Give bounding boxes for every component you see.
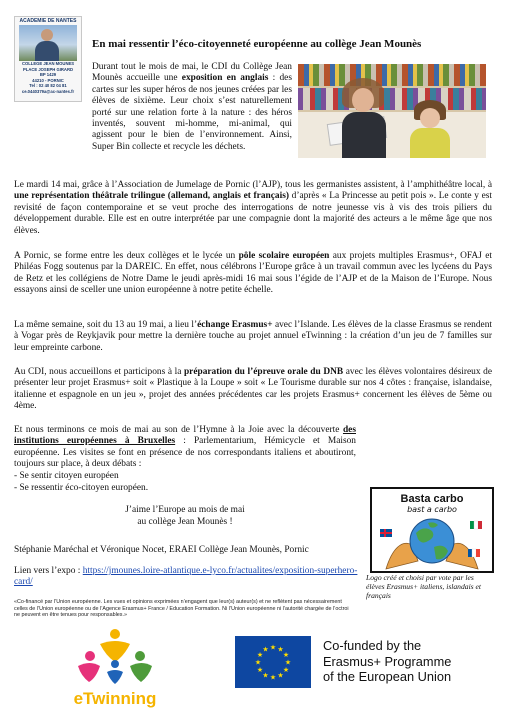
svg-text:bast a carbo: bast a carbo xyxy=(407,505,457,514)
etwinning-logo xyxy=(60,626,170,710)
paragraph-theatre: Le mardi 14 mai, grâce à l’Association de Jumelage de Pornic (l’AJP), tous les germanistes assistent, à l’amphithéâtre local, à une représentation théâtrale trilingue (allemand, anglais et français) d’après « La Princesse au petit pois ». Le conte y est revisité de façon contemporaine et se veut proche des interrogations de notre jeunesse vis à vis des trois piliers du développement durable. Elle est en outre interprétée par une compagnie dont la majorité des acteurs a le même âge que nos élèves. xyxy=(14,180,492,236)
school-logo-card xyxy=(14,16,82,102)
paragraph-bruxelles: Et nous terminons ce mois de mai au son de l’Hymne à la Joie avec la découverte des institutions européennes à Bruxelles : Parlementarium, Hémicycle et Maison européenne. Les visites se font en présence de nos correspondants italiens et aboutiront, toujours sur place, à deux débats : xyxy=(14,425,356,470)
principal-photo xyxy=(19,25,77,61)
eu-disclaimer: «Co-financé par l’Union européenne. Les vues et opinions exprimées n’engagent que leur(s) auteur(s) et ne reflètent pas nécessairement celles de l’Union européenne ou de l’Agence Erasmus+ France / Education Formation. Ni l’Union européenne ni l’autorité chargée de l’octroi ne peuvent en être tenues pour responsables.» xyxy=(14,599,349,619)
eu-star: ★ xyxy=(282,666,290,674)
eu-star: ★ xyxy=(269,673,277,682)
logo-caption: Logo créé et choisi par vote par les élèves Erasmus+ italiens, islandais et français xyxy=(366,573,482,600)
eu-star: ★ xyxy=(282,651,290,659)
closing-line: au collège Jean Mounès ! xyxy=(137,517,233,527)
eu-star: ★ xyxy=(277,645,284,654)
eu-star: ★ xyxy=(262,645,269,654)
expo-link-line: Lien vers l’expo : https://jmounes.loire-atlantique.e-lyco.fr/actualites/exposition-superhero-card/ xyxy=(14,566,358,588)
expo-link[interactable]: https://jmounes.loire-atlantique.e-lyco.fr/actualites/exposition-superhero-card/ xyxy=(14,566,358,588)
eu-star: ★ xyxy=(284,658,292,667)
school-address: COLLEGE JEAN MOUNES PLACE JOSEPH GIRARD BP 1429 44210 - PORNIC Tel : 02 40 82 04 81 ce.0440379a@ac-nantes.fr xyxy=(21,61,75,94)
closing-line: J’aime l’Europe au mois de mai xyxy=(125,505,245,515)
library-photo xyxy=(298,64,486,158)
eu-star: ★ xyxy=(269,643,277,652)
paragraph-pole-europeen: A Pornic, se forme entre les deux collèges et le lycée un pôle scolaire européen aux projets multiples Erasmus+, OFAJ et Philéas Fogg soutenus par la DAREIC. En effet, nous célébrons l’Europe grâce à un travail commun avec les lycéens du Pays de Retz et les collégiens de Notre Dame le jeudi après-midi 16 mai sous l’égide de l’AJP et de la Maison de l’Europe. Nous essayons ainsi de sceller une union européenne à notre petite échelle. xyxy=(14,251,492,296)
debate-item: - Se ressentir éco-citoyen européen. xyxy=(14,483,149,493)
earth-hands-illustration xyxy=(372,489,492,571)
academy-label: ACADEMIE DE NANTES xyxy=(19,18,77,24)
etwinning-label: eTwinning xyxy=(73,689,157,708)
eu-cofunded-logo xyxy=(235,632,490,692)
signature: Stéphanie Maréchal et Véronique Nocet, ERAEI Collège Jean Mounès, Pornic xyxy=(14,545,309,555)
eu-star: ★ xyxy=(256,651,264,659)
eu-star: ★ xyxy=(262,671,269,680)
eu-flag-icon xyxy=(235,636,311,688)
svg-text:Basta carbo: Basta carbo xyxy=(400,493,464,505)
paragraph-erasmus-exchange: La même semaine, soit du 13 au 19 mai, a lieu l’échange Erasmus+ avec l’Islande. Les élèves de la classe Erasmus se rendent à Vogar près de Reykjavik pour mettre la dernière touche au projet annuel eTwinning : la création d’un jeu de 7 familles sur leur empreinte carbone. xyxy=(14,320,492,353)
eu-star: ★ xyxy=(277,671,284,680)
basta-carbo-logo xyxy=(370,487,494,573)
paragraph-dnb: Au CDI, nous accueillons et participons à la préparation du l’épreuve orale du DNB avec les élèves volontaires désireux de présenter leur projet Erasmus+ soit « Plastique à la Loupe » soit « Le Tourisme durable sur nos 4 côtes : française, islandaise, italienne et espagnole en un jeu », projet des années précédentes car les projets Erasmus+ concernent les élèves de 5ème ou 4ème. xyxy=(14,367,492,412)
paragraph-exposition: Durant tout le mois de mai, le CDI du Collège Jean Mounès accueille une exposition en anglais : des cartes sur les super héros de nos jeunes créées par les élèves de sixième. Leur choix s’est naturellement porté sur une relation forte à la nature : des héros inventés, souvent mi-homme, mi-animal, qui agissent pour le bien de l’environnement. Ainsi, Super Bin collecte et recycle les déchets. xyxy=(92,62,292,152)
etwinning-dot-yellow xyxy=(110,629,120,639)
eu-star: ★ xyxy=(256,666,264,674)
eu-star: ★ xyxy=(254,658,262,667)
eu-cofunded-text: Co-funded by the Erasmus+ Programme of the European Union xyxy=(323,638,452,684)
page-title: En mai ressentir l’éco-citoyenneté européenne au collège Jean Mounès xyxy=(92,38,422,50)
debate-item: - Se sentir citoyen européen xyxy=(14,471,119,481)
